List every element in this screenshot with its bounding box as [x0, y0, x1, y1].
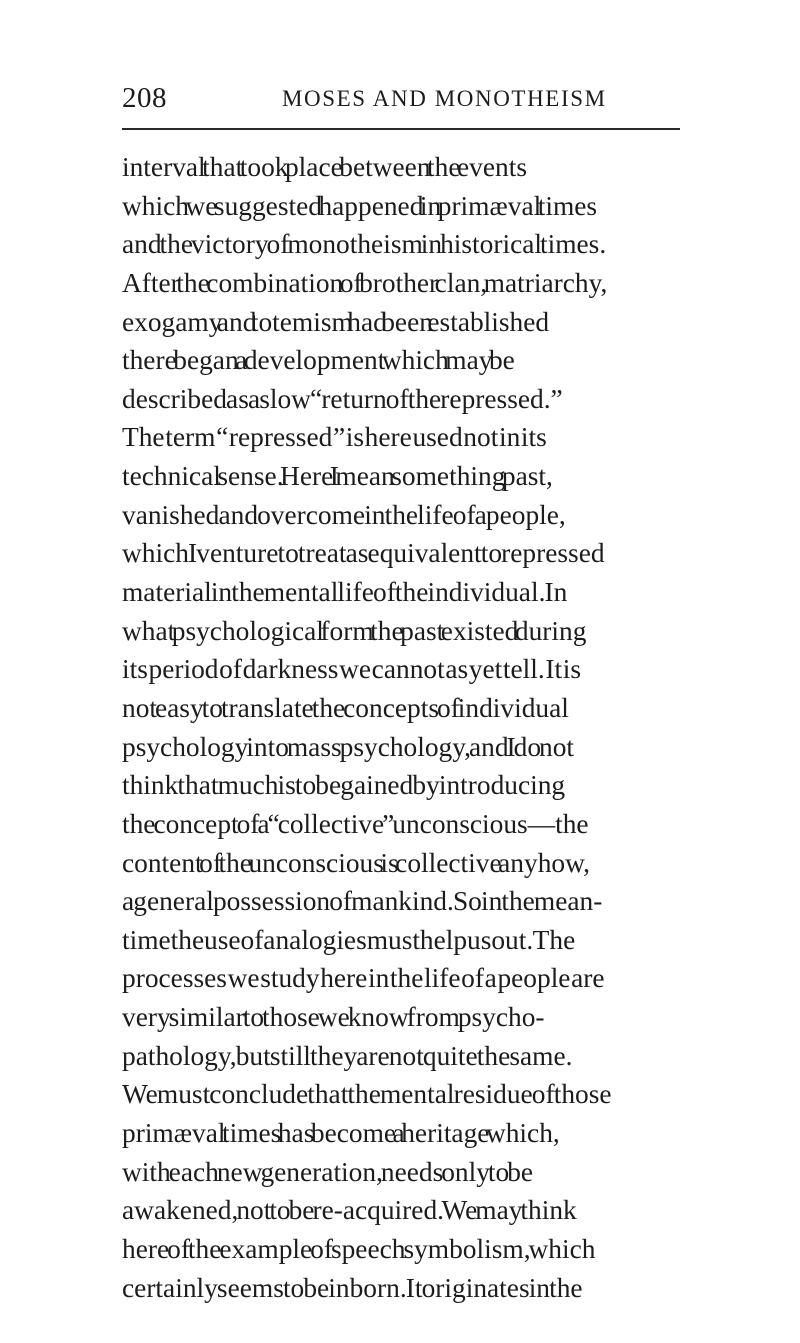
- text-line: certainly seems to be inborn. It originates in the: [122, 1272, 583, 1303]
- text-line: here of the example of speech symbolism, which: [122, 1233, 596, 1264]
- header-rule: [122, 128, 680, 130]
- text-line: the concept of a “ collective ” unconscious—the: [122, 808, 589, 839]
- text-line: think that much is to be gained by introducing: [122, 770, 566, 801]
- text-line: what psychological form the past existed during: [122, 615, 587, 646]
- text-line: awakened, not to be re-acquired. We may think: [122, 1195, 577, 1226]
- text-line: there began a development which may be: [122, 345, 515, 376]
- text-line: psychology into mass psychology, and I do not: [122, 731, 575, 762]
- text-line: processes we study here in the life of a people are: [122, 963, 605, 994]
- text-line: material in the mental life of the individual. In: [122, 577, 568, 608]
- text-line: not easy to translate the concepts of individual: [122, 692, 569, 723]
- text-line: and the victory of monotheism in historical times.: [122, 229, 607, 260]
- running-title: MOSES AND MONOTHEISM: [282, 86, 607, 111]
- text-line: interval that took place between the events: [122, 152, 527, 182]
- page-number: 208: [122, 82, 167, 114]
- text-line: its period of darkness we cannot as yet tell. It is: [122, 654, 582, 685]
- text-line: exogamy and totemism had been established: [122, 306, 550, 337]
- text-line: with each new generation, needs only to be: [122, 1156, 534, 1187]
- text-line: We must conclude that the mental residue of those: [122, 1079, 612, 1110]
- text-line: which I venture to treat as equivalent to repressed: [122, 538, 605, 569]
- text-line: which we suggested happened in primæval times: [122, 190, 598, 221]
- text-line: The term “ repressed ” is here used not in its: [122, 422, 547, 453]
- text-line: pathology, but still they are not quite the same.: [122, 1040, 573, 1071]
- running-head: [122, 80, 680, 120]
- text-line: vanished and overcome in the life of a people,: [122, 499, 566, 530]
- text-line: a general possession of mankind. So in the mean-: [122, 886, 603, 917]
- text-line: described as a slow “ return of the repressed.”: [122, 383, 563, 414]
- text-line: very similar to those we know from psycho-: [122, 1002, 545, 1033]
- text-line: time the use of analogies must help us out. The: [122, 924, 576, 955]
- text-line: technical sense. Here I mean something past,: [122, 461, 553, 492]
- text-line: After the combination of brother clan, matriarchy,: [122, 267, 608, 298]
- text-line: content of the unconscious is collective anyhow,: [122, 847, 590, 878]
- text-line: primæval times has become a heritage which,: [122, 1118, 560, 1149]
- body-text: [122, 148, 742, 1307]
